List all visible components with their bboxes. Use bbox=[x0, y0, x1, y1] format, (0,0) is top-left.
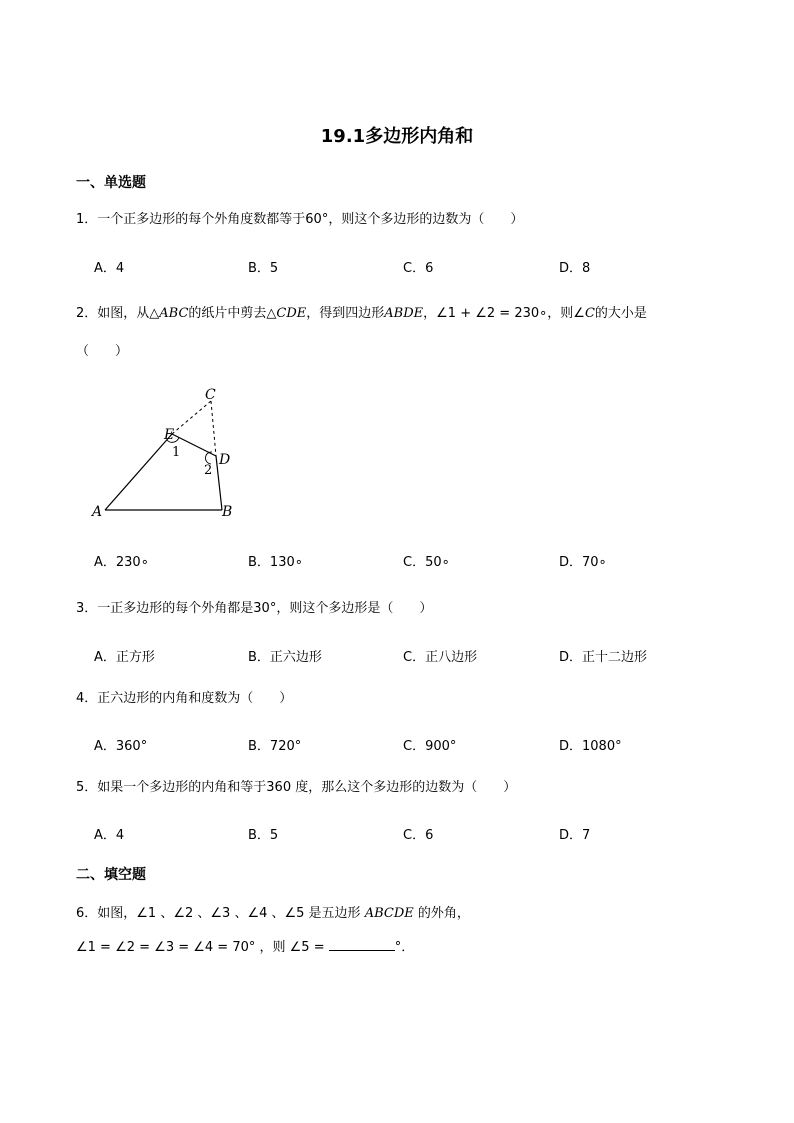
label-angle-1: 1 bbox=[172, 445, 181, 460]
q1-option-a[interactable]: A．4 bbox=[94, 261, 125, 276]
q2-text-1: 2．如图，从△ bbox=[76, 306, 160, 321]
edge-ec-dashed bbox=[172, 401, 211, 434]
q3-option-a[interactable]: A．正方形 bbox=[94, 650, 155, 665]
question-2-text bbox=[76, 304, 647, 324]
q2-triangle-abc: ABC bbox=[159, 306, 189, 321]
q6-text-4: °． bbox=[394, 940, 415, 955]
q2-text-4: ，∠1 + ∠2 = 230 bbox=[423, 306, 540, 321]
q2-text-5: ∘，则∠ bbox=[539, 306, 585, 321]
question-4-text: 4．正六边形的内角和度数为（ ） bbox=[76, 691, 293, 706]
q5-option-c[interactable]: C．6 bbox=[403, 828, 434, 843]
q4-option-c[interactable]: C．900° bbox=[403, 739, 457, 754]
q6-text-2: 的外角， bbox=[413, 906, 470, 921]
q2-triangle-cde: CDE bbox=[276, 306, 307, 321]
q2-option-b[interactable]: B．130∘ bbox=[248, 555, 303, 570]
q6-pentagon: ABCDE bbox=[364, 906, 414, 921]
label-e: E bbox=[164, 427, 175, 443]
q1-option-d[interactable]: D．8 bbox=[559, 261, 591, 276]
q3-option-c[interactable]: C．正八边形 bbox=[403, 650, 478, 665]
question-1-text: 1．一个正多边形的每个外角度数都等于60°，则这个多边形的边数为（ ） bbox=[76, 212, 524, 227]
section-heading-fill-blank: 二、填空题 bbox=[76, 867, 146, 883]
label-a: A bbox=[92, 504, 103, 520]
question-5-text: 5．如果一个多边形的内角和等于360 度，那么这个多边形的边数为（ ） bbox=[76, 780, 517, 795]
q5-option-b[interactable]: B．5 bbox=[248, 828, 279, 843]
q6-text-3: ∠1 = ∠2 = ∠3 = ∠4 = 70° ，则 ∠5 = bbox=[76, 940, 329, 955]
q4-option-b[interactable]: B．720° bbox=[248, 739, 302, 754]
q2-quadrilateral: ABDE bbox=[384, 306, 424, 321]
q2-text-2: 的纸片中剪去△ bbox=[188, 306, 277, 321]
label-d: D bbox=[219, 452, 231, 468]
q6-answer-blank[interactable] bbox=[329, 936, 395, 951]
section-heading-single-choice: 一、单选题 bbox=[76, 175, 146, 191]
q2-option-a[interactable]: A．230∘ bbox=[94, 555, 149, 570]
q2-figure-quadrilateral bbox=[88, 380, 248, 525]
q4-option-d[interactable]: D．1080° bbox=[559, 739, 622, 754]
question-6-line-1 bbox=[76, 904, 470, 924]
q2-option-d[interactable]: D．70∘ bbox=[559, 555, 607, 570]
q5-option-a[interactable]: A．4 bbox=[94, 828, 125, 843]
page-title: 19.1多边形内角和 bbox=[320, 126, 474, 147]
q2-option-c[interactable]: C．50∘ bbox=[403, 555, 450, 570]
q2-text-6: 的大小是 bbox=[594, 306, 647, 321]
label-b: B bbox=[222, 504, 233, 520]
q6-text-1: 6．如图，∠1 、∠2 、∠3 、∠4 、∠5 是五边形 bbox=[76, 906, 365, 921]
q1-option-b[interactable]: B．5 bbox=[248, 261, 279, 276]
q3-option-b[interactable]: B．正六边形 bbox=[248, 650, 322, 665]
q2-answer-paren: （ ） bbox=[76, 344, 129, 359]
q5-option-d[interactable]: D．7 bbox=[559, 828, 591, 843]
label-angle-2: 2 bbox=[204, 463, 213, 478]
question-3-text: 3．一正多边形的每个外角都是30°，则这个多边形是（ ） bbox=[76, 601, 433, 616]
edge-ae bbox=[105, 434, 172, 510]
q2-text-3: ，得到四边形 bbox=[306, 306, 385, 321]
edge-cd-dashed bbox=[211, 401, 216, 456]
q2-angle-c: C bbox=[584, 306, 595, 321]
label-c: C bbox=[205, 387, 216, 403]
q4-option-a[interactable]: A．360° bbox=[94, 739, 148, 754]
q1-option-c[interactable]: C．6 bbox=[403, 261, 434, 276]
q3-option-d[interactable]: D．正十二边形 bbox=[559, 650, 648, 665]
question-6-line-2 bbox=[76, 936, 414, 958]
